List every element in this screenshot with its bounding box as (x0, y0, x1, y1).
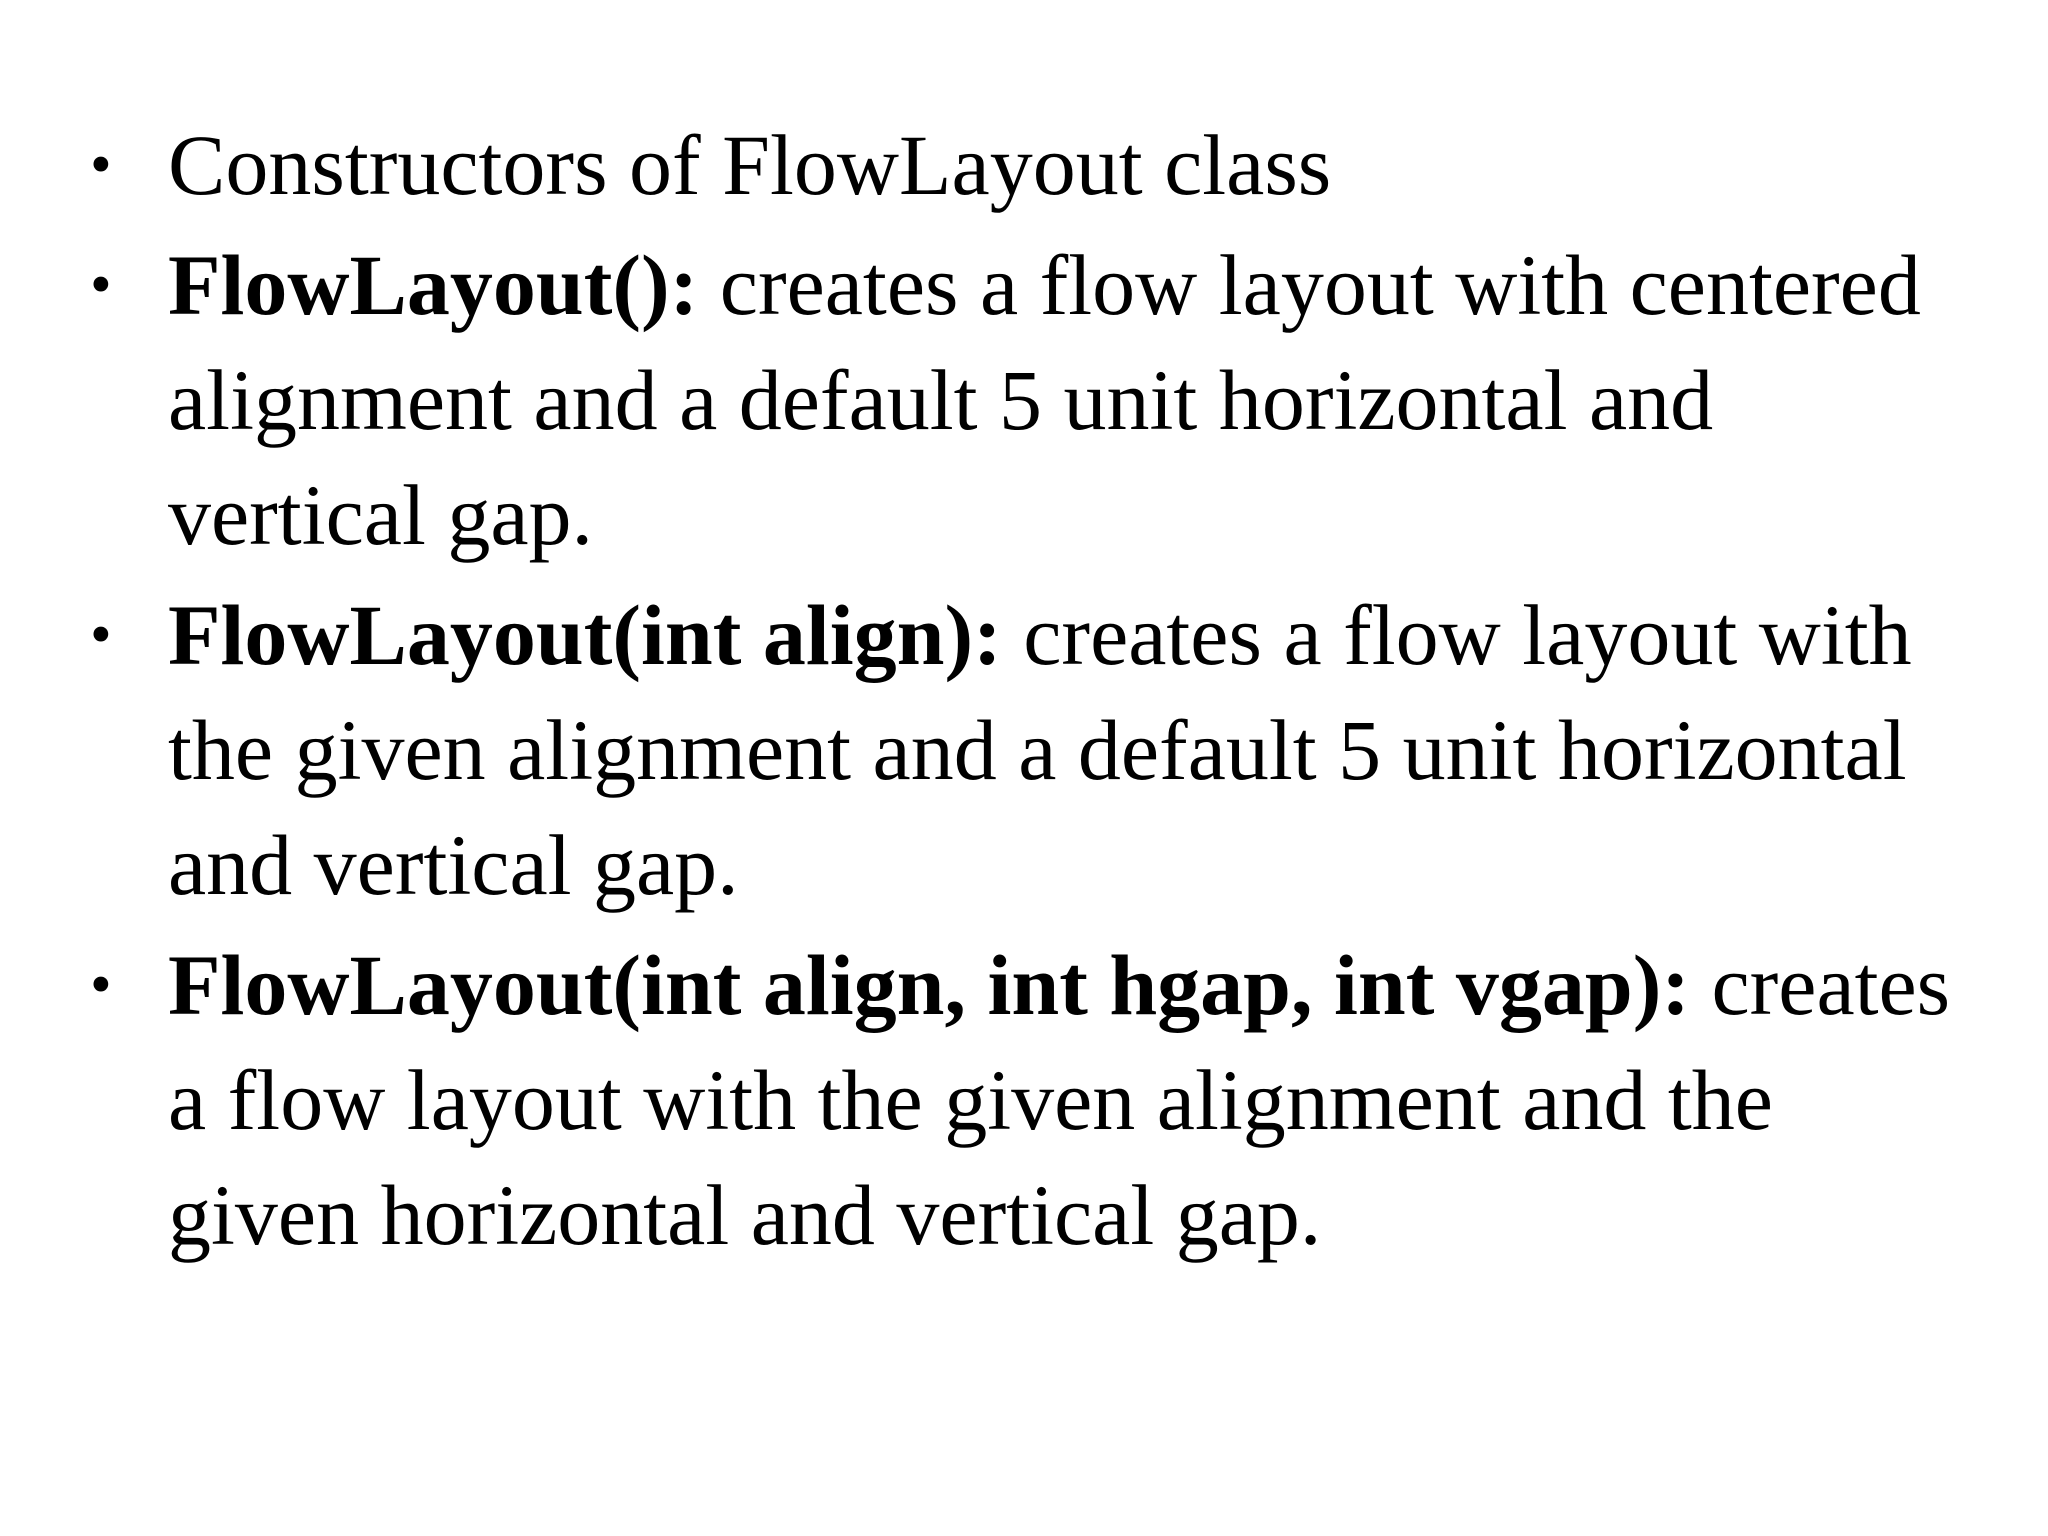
bullet-bold-text: FlowLayout(): (168, 237, 699, 333)
bullet-icon: • (90, 601, 112, 669)
bullet-text (168, 937, 1950, 1263)
bullet-plain-text: Constructors of FlowLayout class (168, 117, 1332, 213)
bullet-icon: • (90, 951, 112, 1019)
bullet-bold-text: FlowLayout(int align, int hgap, int vgap): (168, 937, 1690, 1033)
bullet-item-constructors (90, 108, 1970, 223)
bullet-text (168, 237, 1921, 563)
bullet-item-flowlayout-default (90, 228, 1970, 573)
bullet-plain-text: creates a flow layout with the given alignment and a default 5 unit horizontal and vertical gap. (168, 587, 1912, 913)
bullet-icon: • (90, 251, 112, 319)
bullet-item-flowlayout-align (90, 578, 1970, 923)
bullet-plain-text: creates a flow layout with centered alignment and a default 5 unit horizontal and vertical gap. (168, 237, 1921, 563)
bullet-item-flowlayout-align-gaps (90, 928, 1970, 1273)
bullet-plain-text: creates a flow layout with the given alignment and the given horizontal and vertical gap. (168, 937, 1951, 1263)
bullet-text (168, 117, 1331, 213)
bullet-text (168, 587, 1912, 913)
bullet-bold-text: FlowLayout(int align): (168, 587, 1002, 683)
bullet-icon: • (90, 131, 112, 199)
bullet-list (90, 108, 1970, 1278)
